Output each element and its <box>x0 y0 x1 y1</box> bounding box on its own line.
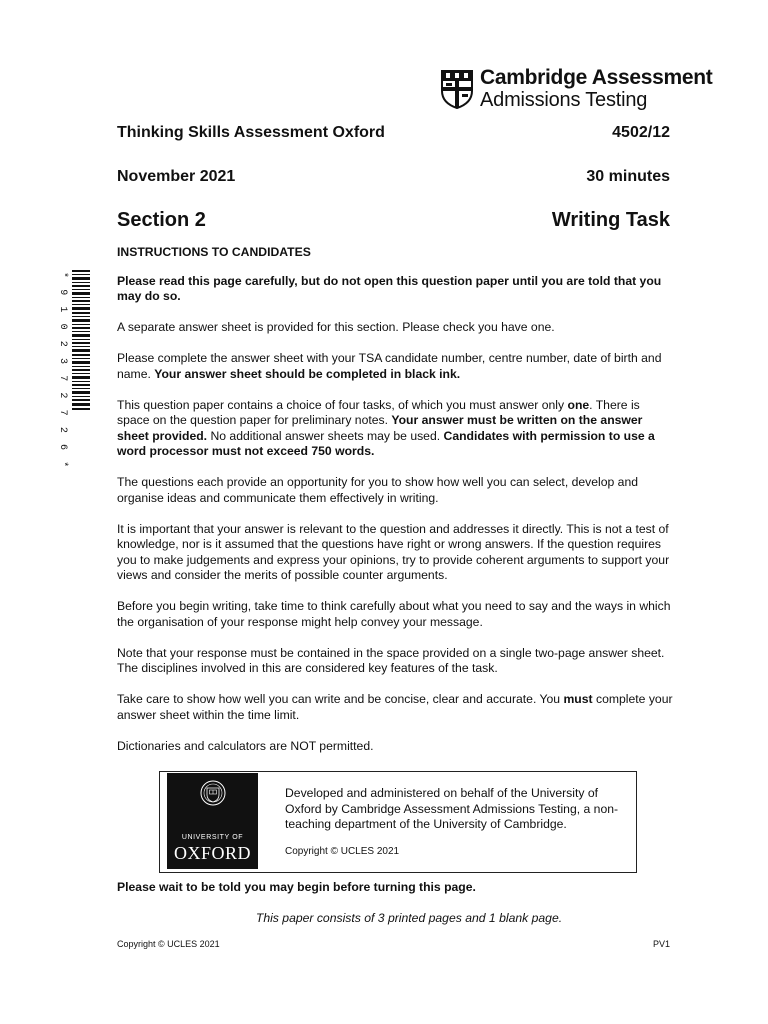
instruction-paragraph: Take care to show how well you can write and be concise, clear and accurate. You must complete your answer sheet within the time limit. <box>117 692 673 722</box>
oxford-big-text: OXFORD <box>173 843 251 863</box>
cambridge-logo <box>440 65 713 111</box>
instructions-heading: INSTRUCTIONS TO CANDIDATES <box>117 245 311 259</box>
instruction-paragraph: Please complete the answer sheet with your TSA candidate number, centre number, date of birth and name. Your answer sheet should be completed in black ink. <box>117 351 662 381</box>
instruction-paragraph: Before you begin writing, take time to think carefully about what you need to say and the ways in which the organisation of your response might help convey your message. <box>117 599 671 629</box>
barcode-digits: * 9 1 0 2 3 7 2 7 2 6 * <box>57 272 68 470</box>
header-row-date <box>117 168 670 186</box>
instruction-paragraph: Dictionaries and calculators are NOT permitted. <box>117 738 374 753</box>
logo-line-2: Admissions Testing <box>480 88 648 111</box>
oxford-logo <box>167 773 258 869</box>
instruction-paragraph: The questions each provide an opportunity for you to show how well you can select, develop and organise ideas and communicate them effectively in writing. <box>117 475 638 505</box>
oxford-small-text: UNIVERSITY OF <box>181 834 244 841</box>
instruction-paragraph: Note that your response must be contained in the space provided on a single two-page answer sheet. The disciplines involved in this are considered key features of the task. <box>117 645 665 675</box>
box-copyright: Copyright © UCLES 2021 <box>285 846 400 857</box>
footer-code: PV1 <box>652 939 670 949</box>
instruction-paragraph: Please read this page carefully, but do not open this question paper until you are told that you may do so. <box>117 273 662 303</box>
cambridge-crest-icon <box>440 69 474 109</box>
footer-copyright: Copyright © UCLES 2021 <box>117 939 220 949</box>
exam-code: 4502/12 <box>612 124 670 141</box>
section-label: Section 2 <box>117 209 206 231</box>
task-label: Writing Task <box>551 209 670 231</box>
footer <box>117 939 670 949</box>
exam-title: Thinking Skills Assessment Oxford <box>117 124 385 141</box>
wait-instruction: Please wait to be told you may begin before turning this page. <box>117 880 476 894</box>
pages-note: This paper consists of 3 printed pages and 1 blank page. <box>255 911 563 925</box>
oxford-crest-icon <box>199 779 227 819</box>
header-row-title <box>117 124 670 142</box>
administration-text: Developed and administered on behalf of the University of Oxford by Cambridge Assessment Admissions Testing, a non-teaching department of the University of Cambridge. <box>285 786 619 831</box>
instruction-paragraph: This question paper contains a choice of four tasks, of which you must answer only one. There is space on the question paper for preliminary notes. Your answer must be written on the answer sheet provided. No additional answer sheets may be used. Candidates with permission to use a word processor must not exceed 750 words. <box>117 397 655 458</box>
instruction-paragraph: A separate answer sheet is provided for this section. Please check you have one. <box>117 320 555 334</box>
exam-duration: 30 minutes <box>586 168 670 185</box>
instruction-paragraph: It is important that your answer is relevant to the question and addresses it directly. This is not a test of knowledge, nor is it assumed that the questions have right or wrong answers. If the question requires you to make judgements and express your opinions, try to provide coherent arguments to support your views and consider the merits of possible counter arguments. <box>117 521 670 582</box>
instructions <box>117 245 673 770</box>
logo-line-1: Cambridge Assessment <box>480 65 713 89</box>
header-row-section <box>117 209 670 232</box>
administration-box <box>159 771 637 873</box>
exam-date: November 2021 <box>117 168 236 185</box>
